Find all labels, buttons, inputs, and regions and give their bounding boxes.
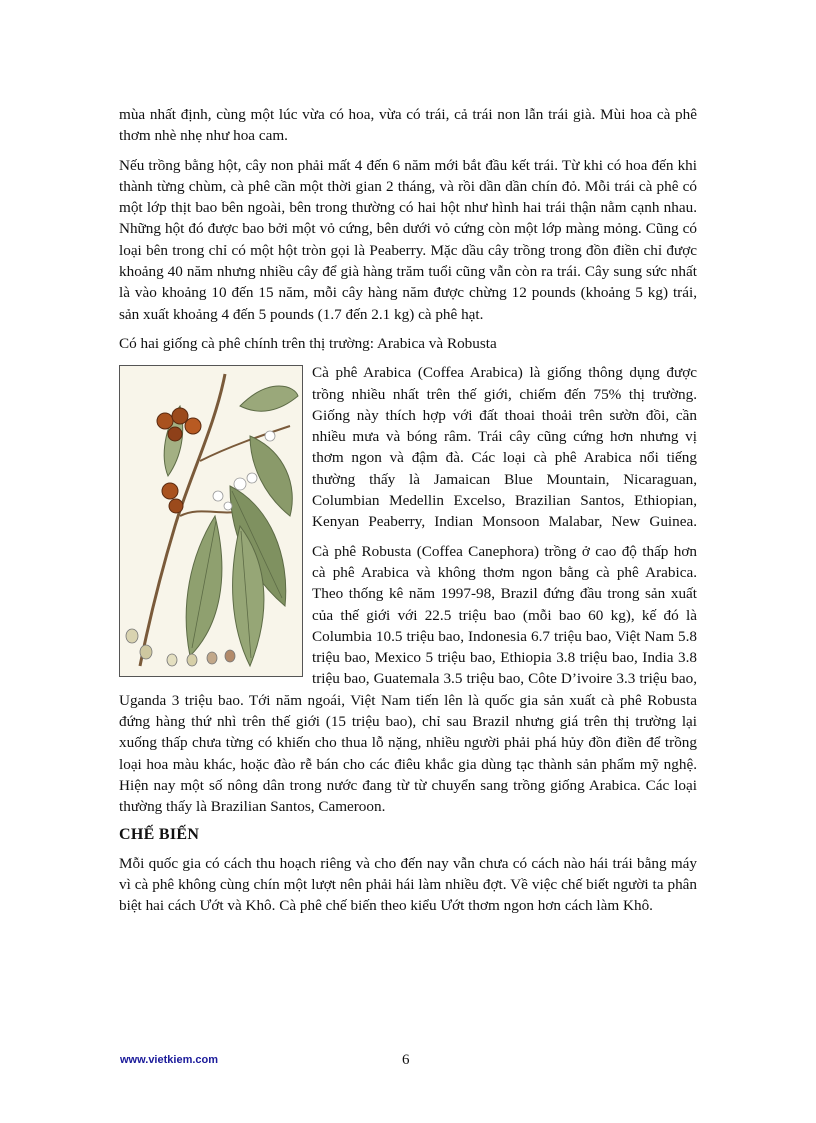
- paragraph-robusta: Cà phê Robusta (Coffea Canephora) trồng ở cao độ thấp hơn cà phê Arabica và không thơm ngon bằng cà phê Arabica. Theo thống kê năm 1997-98, Brazil đứng đầu trong sản xuất của thế giới với 22.5 triệu bao (mỗi bao 60 kg), kế đó là Columbia 10.5 triệu bao, Indonesia 6.7 triệu bao, Việt Nam 5.8 triệu bao, Mexico 5 triệu bao, Ethiopia 3.8 triệu bao, India 3.8 triệu bao, Guatemala 3.5 triệu bao, Côte D’ivoire 3.3 triệu bao, Uganda 3 triệu bao. Tới năm ngoái, Việt Nam tiến lên là quốc gia sản xuất cà phê Robusta đứng hàng thứ nhì trên thế giới (15 triệu bao), chỉ sau Brazil nhưng giá trên thị trường lại xuống thấp chưa từng có khiến cho thua lỗ nặng, nhiều người phải phá hủy đồn điền để trồng loại hoa màu khác, hoặc đào rễ bán cho các điêu khắc gia dùng tạc thành sản phẩm mỹ nghệ. Hiện nay một số nông dân trong nước đang từ từ chuyển sang trồng giống Arabica. Các loại thường thấy là Brazilian Santos, Cameroon.: [119, 542, 697, 816]
- coffee-plant-illustration: [119, 365, 303, 677]
- page-number: 6: [402, 1052, 410, 1068]
- paragraph-arabica: Cà phê Arabica (Coffea Arabica) là giống thông dụng được trồng nhiều nhất trên thế giới, chiếm đến 75% thị trường. Giống này thích hợp với đất thoai thoải trên sườn đồi, cần nhiều mưa và bóng râm. Trái cây cũng cứng hơn nhưng vị thơm ngon và đậm đà. Các loại cà phê Arabica nổi tiếng thường thấy là Jamaican Blue Mountain, Nicaraguan, Columbian Medellin Excelso, Brazilian Santos, Ethiopian, Kenyan Peaberry, Indian Monsoon Malabar, New Guinea.: [312, 364, 697, 531]
- paragraph-flowering: mùa nhất định, cùng một lúc vừa có hoa, vừa có trái, cả trái non lẫn trái già. Mùi hoa cà phê thơm nhè nhẹ như hoa cam.: [119, 106, 697, 145]
- paragraph-growth: Nếu trồng bằng hột, cây non phải mất 4 đến 6 năm mới bắt đầu kết trái. Từ khi có hoa đến khi thành từng chùm, cà phê cần một thời gian 2 tháng, và rồi dần dần chín đỏ. Mỗi trái cà phê có một lớp thịt bao bên ngoài, bên trong thường có hai hột như hình hai trái thận nằm cạnh nhau. Những hột đó được bao bởi một vỏ cứng, bên dưới vỏ cứng còn một lớp màng mỏng. Cũng có loại bên trong chỉ có một hột tròn gọi là Peaberry. Mặc dầu cây trồng trong đồn điền chỉ được khoảng 40 năm nhưng nhiều cây để già hàng trăm tuổi cũng vẫn còn ra trái. Cây sung sức nhất là vào khoảng 10 đến 15 năm, mỗi cây hàng năm được chừng 12 pounds (khoảng 5 kg) trái, sản xuất khoảng 4 đến 5 pounds (1.7 đến 2.1 kg) cà phê hạt.: [119, 156, 697, 323]
- paragraph-varieties: Có hai giống cà phê chính trên thị trường: Arabica và Robusta: [119, 334, 497, 352]
- paragraph-processing: Mỗi quốc gia có cách thu hoạch riêng và cho đến nay vẫn chưa có cách nào hái trái bằng máy vì cà phê không cùng chín một lượt nên phải hái làm nhiều đợt. Về việc chế biết người ta phân biệt hai cách Ướt và Khô. Cà phê chế biến theo kiểu Ướt thơm ngon hơn cách làm Khô.: [119, 854, 697, 915]
- coffee-plant-icon: [120, 366, 303, 677]
- footer-website-link[interactable]: www.vietkiem.com: [120, 1054, 219, 1066]
- document-page: [119, 104, 697, 924]
- section-heading: CHẾ BIẾN: [119, 825, 200, 843]
